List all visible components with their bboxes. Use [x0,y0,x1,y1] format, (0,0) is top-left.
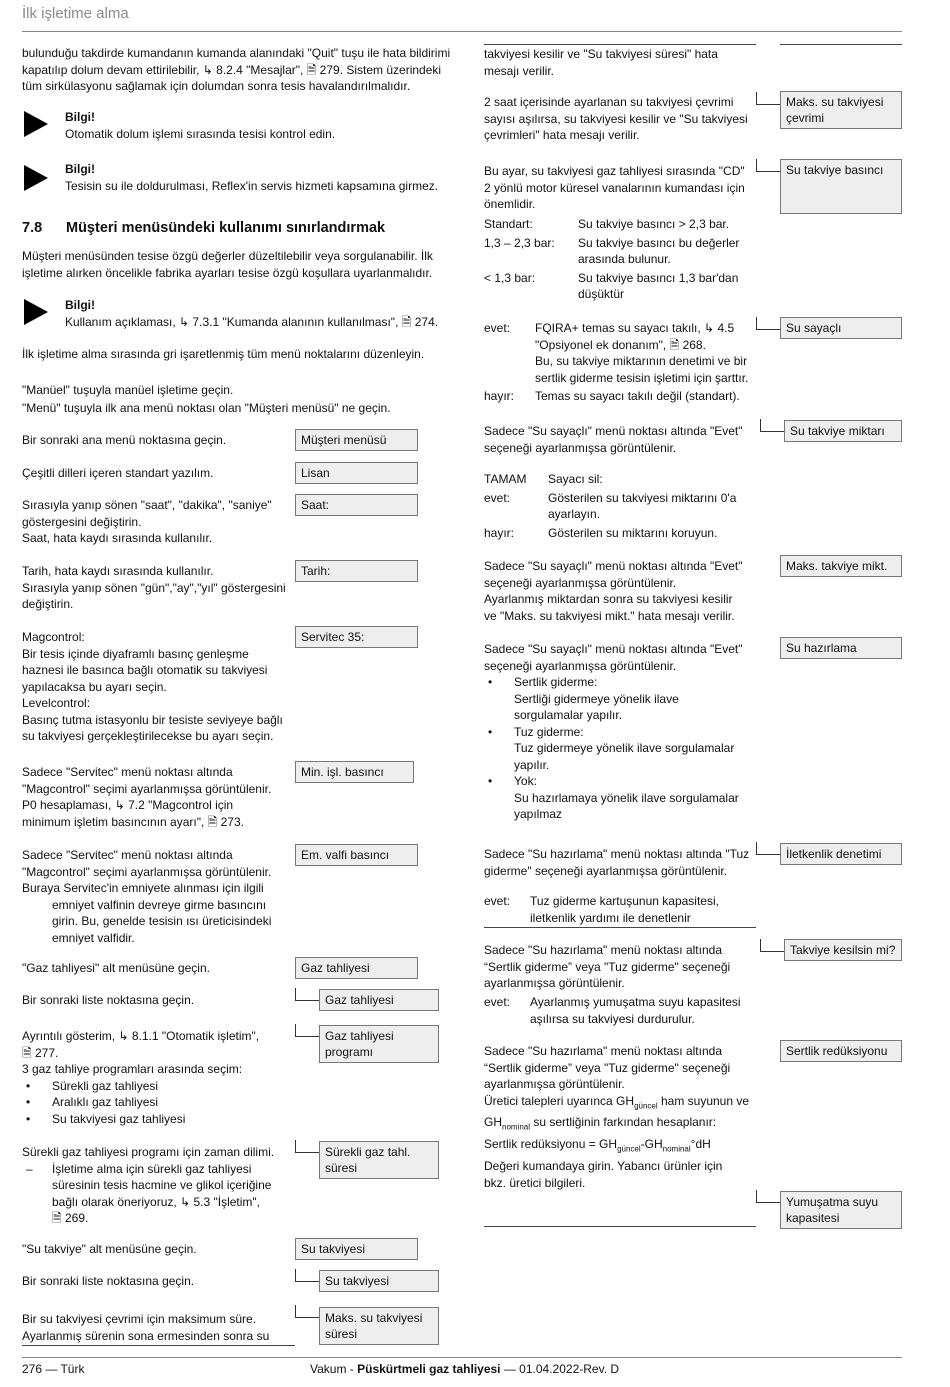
step-text: Bir sonraki liste noktasına geçin. [22,993,195,1007]
submenu-connector [756,92,780,105]
right-text: Sadece "Su sayaçlı" menü noktası altında "Evet" seçeneği ayarlanmışsa görüntülenir. • Sertlik giderme: Sertliği gidermeye yönelik ilave sorgulamalar yapılır. • Tuz giderme: Tuz gidermeye yönelik ilave sorgulamalar yapılır. • Yok: Su hazırlamaya yönelik ilave sorgulamalar yapılmaz [484,641,754,823]
menu-label-makeup-quantity: Su takviye miktarı [784,420,902,442]
step-text: Bir sonraki ana menü noktasına geçin. [22,433,227,447]
footer-doc-info: Vakum - Püskürtmeli gaz tahliyesi — 01.04.2022-Rev. D [310,1362,620,1376]
step-text: Magcontrol: Bir tesis içinde diyaframlı basınç genleşme haznesi ile basınca bağlı otomatik su takviyesi yapılacaksa bu ayarı seçin. Levelcontrol: Basınç tutma istasyonlu bir tesiste seviyeye bağlı su takviyesi gerçekleştirilecekse bu ayarı seçin. [22,630,283,743]
submenu-connector [760,939,784,952]
menu-label-customer-menu: Müşteri menüsü [295,429,418,451]
step-text: "Su takviye" alt menüsüne geçin. [22,1242,197,1256]
page-header-title: İlk işletime alma [22,5,129,22]
menu-label-time: Saat: [295,494,418,516]
conductivity-option: evet: Tuz giderme kartuşunun kapasitesi, iletkenlik yardımı ile denetlenir [484,894,719,925]
menu-label-softening-capacity: Yumuşatma suyu kapasitesi [780,1191,902,1229]
menu-label-valve-pressure: Em. valfi basıncı [295,844,418,866]
menu-label-water-makeup: Su takviyesi [295,1238,418,1260]
submenu-connector [760,419,784,432]
row-divider [484,927,756,928]
water-meter-options: evet: FQIRA+ temas su sayacı takılı, ↳ 4.5 "Opsiyonel ek donanım", 🗎 268. Bu, su takviye miktarının denetimi ve bir sertlik giderme tesisin işletimi için şarttır. hayır: Temas su sayacı takılı değil (standart). [484,321,749,403]
right-text: 2 saat içerisinde ayarlanan su takviyesi çevrimi sayısı aşılırsa, su takviyesi kesilir ve "Su takviyesi çevrimleri" hata mesajı verilir. [484,95,748,142]
submenu-connector [295,1140,319,1153]
menu-label-max-makeup-time: Maks. su takviyesi süresi [319,1307,439,1345]
menu-text: "Menü" tuşuyla ilk ana menü noktası olan "Müşteri menüsü" ne geçin. [22,401,391,415]
submenu-connector [756,842,780,855]
menu-label-max-makeup-amount: Maks. takviye mikt. [780,555,902,577]
section-heading: 7.8 Müşteri menüsündeki kullanımı sınırlandırmak [22,220,386,236]
menu-label-min-pressure: Min. işl. basıncı [295,761,414,783]
play-arrow-icon [24,299,48,325]
header-divider [22,31,902,32]
right-text: Sadece "Su sayaçlı" menü noktası altında "Evet" seçeneği ayarlanmışsa görüntülenir. Ayarlanmış miktardan sonra su takviyesi kesilir ve "Maks. su takviyesi mikt." hata mesajı verilir. [484,559,743,623]
menu-label-makeup-pressure: Su takviye basıncı [780,159,902,214]
menu-label-stop-makeup: Takviye kesilsin mi? [784,939,902,961]
menu-label-water-treatment: Su hazırlama [780,637,902,659]
menu-label-conductivity-check: İletkenlik denetimi [780,843,902,865]
step-text: Sırasıyla yanıp sönen "saat", "dakika", "saniye" göstergesini değiştirin. Saat, hata kaydı sırasında kullanılır. [22,498,272,545]
right-text: Sadece "Su hazırlama" menü noktası altında “Sertlik giderme” veya "Tuz giderme" seçeneği ayarlanmışsa görüntülenir. Üretici talepleri uyarınca $GH_{güncel}$ ham suyunun ve $GH_{nominal}$ su sertliğinin farkından hesaplanır: Sertlik redüksiyonu = $GH_{güncel}-GH_{nominal}^\circ dH$ Değeri kumandaya girin. Yabancı ürünler için bkz. üretici bilgileri. [484,1044,750,1190]
play-arrow-icon [24,111,48,137]
menu-label-servitec: Servitec 35: [295,626,418,648]
intro-paragraph: bulunduğu takdirde kumandanın kumanda alanındaki "Quit" tuşu ile hata bildirimi kapatılıp dolum devam ettirilebilir, ↳ 8.2.4 "Mesajlar", 🗎 279. Sistem üzerindeki tüm sirkülasyonu sağlamak için dolumdan sonra tesis havalandırılmalıdır. [22,46,451,93]
info-note-1: Bilgi! Otomatik dolum işlemi sırasında tesisi kontrol edin. [65,110,336,141]
manual-text: "Manüel" tuşuyla manüel işletime geçin. [22,383,234,397]
submenu-connector [756,159,780,172]
submenu-connector [295,1269,319,1282]
submenu-connector [756,317,780,330]
submenu-connector [295,988,319,1001]
step-text: Bir su takviyesi çevrimi için maksimum süre. Ayarlanmış sürenin sona ermesinden sonra su [22,1312,270,1343]
row-divider [484,1226,756,1227]
row-divider [484,44,756,45]
step-text: Bir sonraki liste noktasına geçin. [22,1274,195,1288]
row-divider [22,1345,295,1346]
menu-label-degassing-program: Gaz tahliyesi programı [319,1025,439,1063]
submenu-connector [295,1305,319,1318]
info-note-2: Bilgi! Tesisin su ile doldurulması, Reflex'in servis hizmeti kapsamına girmez. [65,162,439,193]
menu-label-degassing: Gaz tahliyesi [295,957,418,979]
row-divider [780,44,902,45]
edit-all-text: İlk işletime alma sırasında gri işaretlenmiş tüm menü noktalarını düzenleyin. [22,347,425,361]
right-text: Sadece "Su hazırlama" menü noktası altında “Sertlik giderme” veya "Tuz giderme" seçeneği ayarlanmışsa görüntülenir. [484,943,731,990]
info-note-3: Bilgi! Kullanım açıklaması, ↳ 7.3.1 "Kumanda alanının kullanılması", 🗎 274. [65,298,439,329]
step-text: Sadece "Servitec" menü noktası altında "Magcontrol" seçimi ayarlanmışsa görüntülenir. Buraya Servitec'in emniyete alınması için ilgili emniyet valfinin devreye girme basıncını girin. Bu, genelde tesisin ısı üreticisindeki emniyet valfidir. [22,848,272,945]
right-text: takviyesi kesilir ve "Su takviyesi süresi" hata mesajı verilir. [484,47,718,78]
pressure-options: Standart: Su takviye basıncı > 2,3 bar. 1,3 – 2,3 bar: Su takviye basıncı bu değerler arasında bulunur. < 1,3 bar: Su takviye basıncı 1,3 bar'dan düşüktür [484,217,740,301]
section-intro: Müşteri menüsünden tesise özgü değerler düzeltilebilir veya sorgulanabilir. İlk işletime alırken öncelikle fabrika ayarları tesise özgü koşullara uyarlanmalıdır. [22,249,433,280]
menu-label-language: Lisan [295,462,418,484]
right-text: Sadece "Su hazırlama" menü noktası altında "Tuz giderme" seçeneği ayarlanmışsa görüntülenir. [484,847,750,878]
stop-makeup-option: evet: Ayarlanmış yumuşatma suyu kapasitesi aşılırsa su takviyesi durdurulur. [484,995,741,1026]
menu-label-degassing-sub: Gaz tahliyesi [319,989,439,1011]
step-text: Tarih, hata kaydı sırasında kullanılır. Sırasıyla yanıp sönen "gün","ay","yıl" göstergesini değiştirin. [22,564,286,611]
menu-label-hardness-reduction: Sertlik redüksiyonu [780,1040,902,1062]
menu-label-water-makeup-sub: Su takviyesi [319,1270,439,1292]
menu-label-continuous-degassing-time: Sürekli gaz tahl. süresi [319,1141,439,1179]
play-arrow-icon [24,165,48,191]
right-text: Sadece "Su sayaçlı" menü noktası altında "Evet" seçeneği ayarlanmışsa görüntülenir. [484,424,743,455]
menu-label-date: Tarih: [295,560,418,582]
step-text: "Gaz tahliyesi" alt menüsüne geçin. [22,961,210,975]
submenu-connector [295,1024,319,1037]
right-text: Bu ayar, su takviyesi gaz tahliyesi sırasında "CD" 2 yönlü motor küresel vanalarının kumandası için önemlidir. [484,164,745,211]
submenu-connector [756,1190,780,1203]
step-text: Ayrıntılı gösterim, ↳ 8.1.1 "Otomatik işletim", 🗎 277. 3 gaz tahliye programları arasında seçim: • Sürekli gaz tahliyesi • Aralıklı gaz tahliyesi • Su takviyesi gaz tahliyesi [22,1028,259,1127]
menu-label-max-makeup-cycles: Maks. su takviyesi çevrimi [780,91,902,129]
step-text: Sadece "Servitec" menü noktası altında "Magcontrol" seçimi ayarlanmışsa görüntülenir. P0 hesaplaması, ↳ 7.2 "Magcontrol için minimum işletim basıncının ayarı", 🗎 273. [22,765,272,829]
footer-page: 276 — Türk [22,1362,85,1376]
reset-counter-options: TAMAM Sayacı sil: evet: Gösterilen su takviyesi miktarını 0'a ayarlayın. hayır: Gösterilen su miktarını koruyun. [484,472,737,540]
footer-divider [22,1357,902,1358]
step-text: Çeşitli dilleri içeren standart yazılım. [22,466,214,480]
step-text: Sürekli gaz tahliyesi programı için zaman dilimi. – İşletime alma için sürekli gaz tahliyesi süresinin tesis hacmine ve glikol içeriğine bağlı olarak öneriyoruz, ↳ 5.3 "İşletim", 🗎 269. [22,1144,274,1227]
menu-label-water-meter: Su sayaçlı [780,317,902,339]
